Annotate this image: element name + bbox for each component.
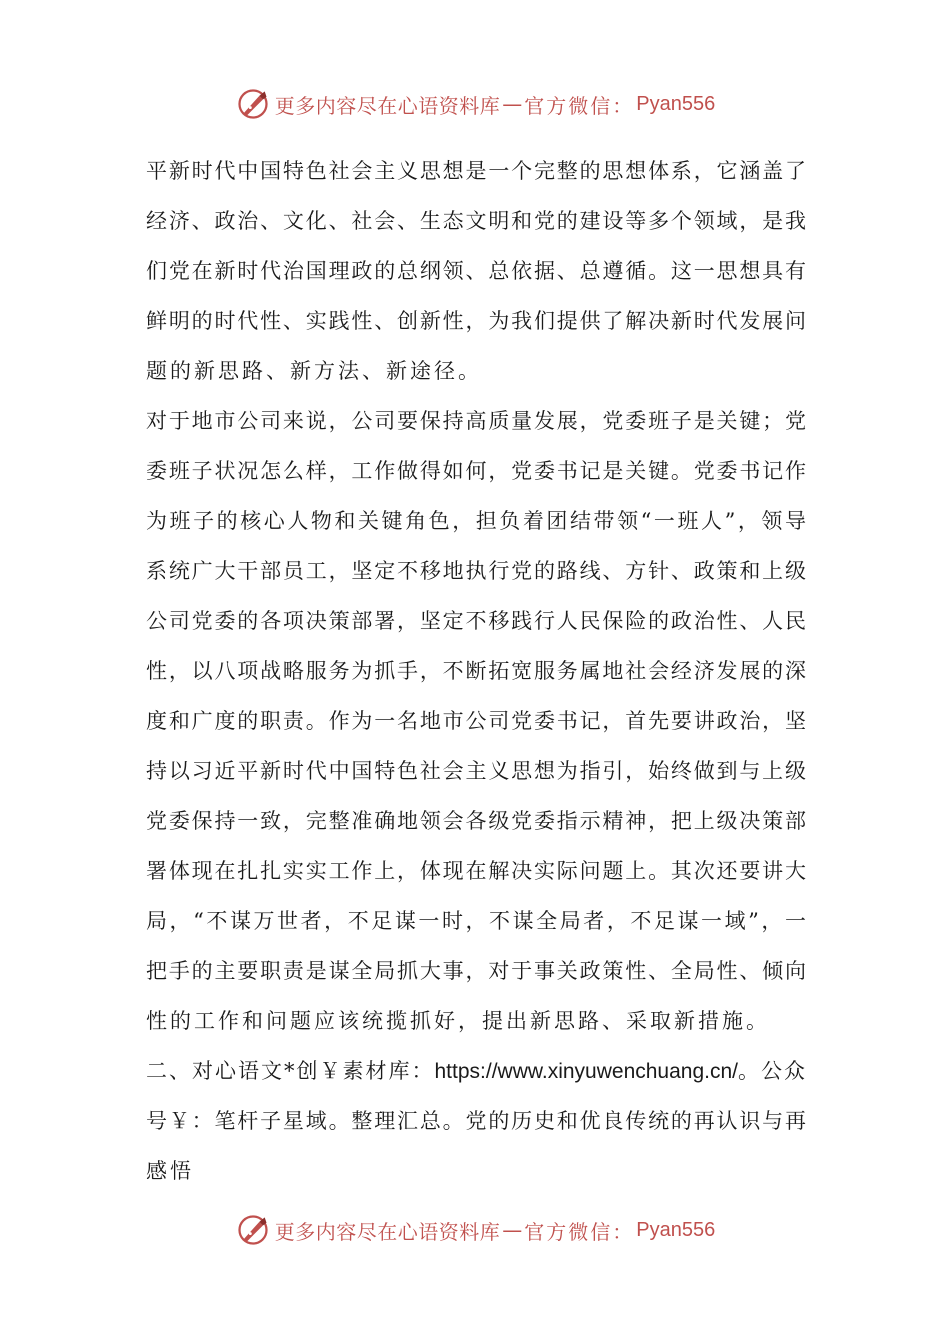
header-brand-text: 更多内容尽在心语资料库 xyxy=(274,93,501,118)
body-line: 们党在新时代治国理政的总纲领、总依据、总遵循。这一思想具有 xyxy=(146,259,806,283)
body-line: 题的新思路、新方法、新途径。 xyxy=(146,359,482,383)
body-line: 持以习近平新时代中国特色社会主义思想为指引，始终做到与上级 xyxy=(146,759,806,783)
body-line: 系统广大干部员工，坚定不移地执行党的路线、方针、政策和上级 xyxy=(146,559,806,583)
footer-banner xyxy=(0,1208,950,1252)
body-line: 公司党委的各项决策部署，坚定不移践行人民保险的政治性、人民 xyxy=(146,609,806,633)
body-line: 党委保持一致，完整准确地领会各级党委指示精神，把上级决策部 xyxy=(146,809,806,833)
body-line: 局，“不谋万世者，不足谋一时，不谋全局者，不足谋一域”，一 xyxy=(146,909,806,933)
body-line: 性，以八项战略服务为抓手，不断拓宽服务属地社会经济发展的深 xyxy=(146,659,806,683)
header-wechat-id: Pyan556 xyxy=(636,92,716,115)
body-line: 性的工作和问题应该统揽抓好，提出新思路、采取新措施。 xyxy=(146,1009,770,1033)
header-dash: — xyxy=(502,92,523,116)
header-official-label: 官方微信： xyxy=(524,93,635,118)
body-line: 把手的主要职责是谋全局抓大事，对于事关政策性、全局性、倾向 xyxy=(146,959,806,983)
section-heading-suffix: 。公众 xyxy=(738,1059,807,1083)
body-line: 经济、政治、文化、社会、生态文明和党的建设等多个领域，是我 xyxy=(146,209,806,233)
body-line: 委班子状况怎么样，工作做得如何，党委书记是关键。党委书记作 xyxy=(146,459,806,483)
body-line: 署体现在扎扎实实工作上，体现在解决实际问题上。其次还要讲大 xyxy=(146,859,806,883)
footer-official-label: 官方微信： xyxy=(524,1219,635,1244)
resource-url-link[interactable]: https://www.xinyuwenchuang.cn/ xyxy=(434,1060,738,1083)
body-line: 号￥：笔杆子星域。整理汇总。党的历史和优良传统的再认识与再 xyxy=(146,1109,806,1133)
section-heading-line xyxy=(146,1046,806,1096)
body-line: 为班子的核心人物和关键角色，担负着团结带领“一班人”，领导 xyxy=(146,509,806,533)
body-line: 平新时代中国特色社会主义思想是一个完整的思想体系，它涵盖了 xyxy=(146,159,806,183)
footer-wechat-id: Pyan556 xyxy=(636,1218,716,1241)
pen-nib-logo-icon xyxy=(235,86,271,122)
body-line: 鲜明的时代性、实践性、创新性，为我们提供了解决新时代发展问 xyxy=(146,309,806,333)
body-line: 度和广度的职责。作为一名地市公司党委书记，首先要讲政治，坚 xyxy=(146,709,806,733)
pen-nib-logo-icon xyxy=(235,1212,271,1248)
body-line: 感悟 xyxy=(146,1159,194,1183)
footer-dash: — xyxy=(502,1218,523,1242)
footer-brand-text: 更多内容尽在心语资料库 xyxy=(274,1219,501,1244)
document-body xyxy=(146,146,806,1196)
body-line: 对于地市公司来说，公司要保持高质量发展，党委班子是关键；党 xyxy=(146,409,806,433)
header-banner xyxy=(0,82,950,126)
section-heading-prefix: 二、对心语文*创￥素材库： xyxy=(146,1059,435,1083)
